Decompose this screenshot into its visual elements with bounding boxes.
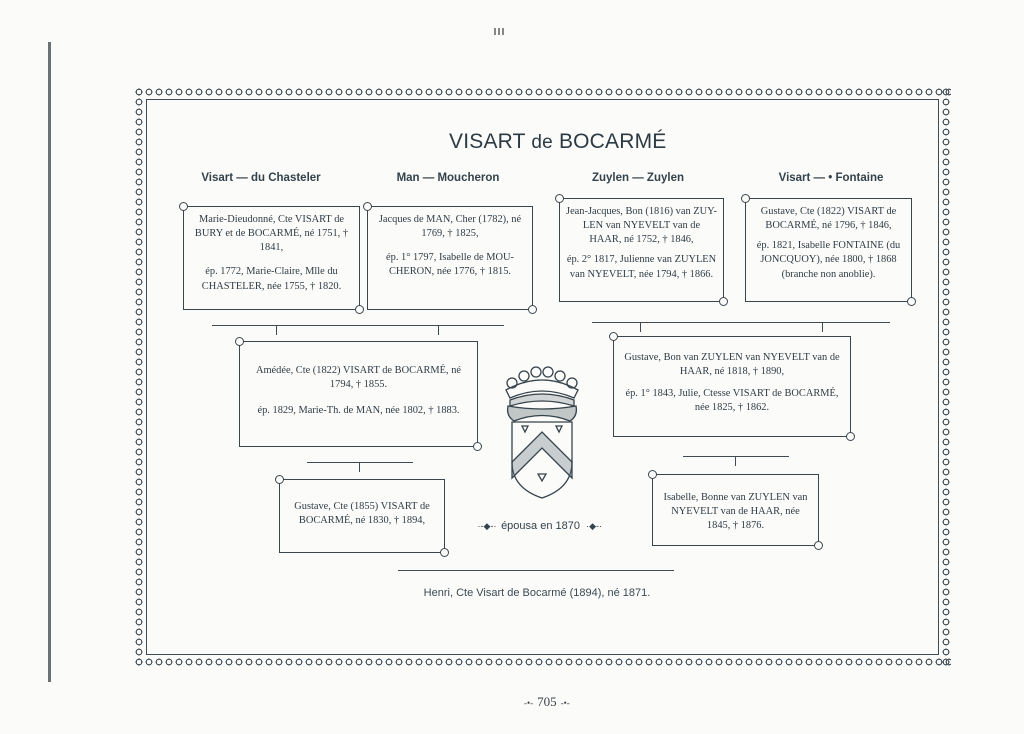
marriage-note bbox=[476, 520, 605, 532]
coat-of-arms-icon bbox=[498, 366, 586, 504]
person-box-text: ép. 2° 1817, Julienne van ZUYLEN van NYEVELT, née 1794, † 1866. bbox=[566, 254, 717, 280]
person-box-middle-2 bbox=[613, 336, 851, 437]
person-box-text: ép. 1821, Isabelle FONTAINE (du JONCQUOY), née 1800, † 1868 (branche non anoblie). bbox=[756, 240, 901, 280]
title-end: BOCARMÉ bbox=[558, 130, 667, 153]
person-box-text: Jacques de MAN, Cher (1782), né 1769, † 1825, bbox=[378, 214, 522, 240]
page-title bbox=[449, 130, 667, 154]
page-number bbox=[520, 694, 574, 710]
person-box-top-2 bbox=[367, 206, 533, 310]
person-box-top-1 bbox=[183, 206, 360, 310]
person-box-top-3 bbox=[559, 198, 724, 302]
frame-bottom-border bbox=[134, 657, 951, 667]
person-box-text: Jean-Jacques, Bon (1816) van ZUY-LEN van NYEVELT van de HAAR, né 1752, † 1846, bbox=[566, 206, 717, 246]
lineage-heading-4: Visart — • Fontaine bbox=[778, 172, 884, 184]
person-box-text: Amédée, Cte (1822) VISART de BOCARMÉ, né 1794, † 1855. bbox=[255, 365, 462, 391]
person-box-text: Isabelle, Bonne van ZUYLEN van NYEVELT van de HAAR, née 1845, † 1876. bbox=[663, 492, 808, 532]
frame-right-border bbox=[941, 87, 951, 667]
person-box-top-4 bbox=[745, 198, 912, 302]
lineage-heading-2: Man — Moucheron bbox=[396, 172, 500, 184]
person-box-text: Marie-Dieudonné, Cte VISART de BURY et de BOCARMÉ, né 1751, † 1841, bbox=[194, 214, 349, 254]
connector-bracket-4 bbox=[683, 452, 789, 466]
frame-top-border bbox=[134, 87, 951, 97]
descendant-rule bbox=[398, 568, 674, 574]
connector-bracket-2 bbox=[592, 318, 890, 332]
page-number-value: 705 bbox=[537, 694, 557, 709]
person-box-text: ép. 1829, Marie-Th. de MAN, née 1802, † 1883. bbox=[257, 405, 460, 417]
title-main: VISART bbox=[449, 130, 526, 153]
person-box-text: ép. 1772, Marie-Claire, Mlle du CHASTELER, née 1755, † 1820. bbox=[201, 266, 342, 292]
connector-bracket-3 bbox=[307, 458, 413, 472]
marriage-note-text: épousa en 1870 bbox=[501, 520, 580, 532]
lineage-heading-3: Zuylen — Zuylen bbox=[591, 172, 684, 184]
ornament-icon: -•- bbox=[560, 698, 570, 708]
ornament-icon: ·◆-· bbox=[586, 521, 602, 531]
frame-left-border bbox=[134, 87, 144, 667]
person-box-text: Gustave, Cte (1822) VISART de BOCARMÉ, né 1796, † 1846, bbox=[760, 206, 897, 232]
person-box-bottom-1 bbox=[279, 479, 445, 553]
person-box-bottom-2 bbox=[652, 474, 819, 546]
ornament-icon: -•- bbox=[524, 698, 534, 708]
page-binding-edge bbox=[48, 42, 51, 682]
person-box-text: Gustave, Cte (1855) VISART de BOCARMÉ, né 1830, † 1894, bbox=[294, 501, 430, 527]
person-box-text: ép. 1° 1797, Isabelle de MOU-CHERON, née 1776, † 1815. bbox=[386, 252, 514, 278]
ornament-icon: ·-◆-· bbox=[477, 521, 497, 531]
title-particle: de bbox=[531, 132, 553, 153]
final-descendant: Henri, Cte Visart de Bocarmé (1894), né 1871. bbox=[423, 587, 651, 599]
lineage-heading-1: Visart — du Chasteler bbox=[201, 172, 321, 184]
person-box-text: Gustave, Bon van ZUYLEN van NYEVELT van de HAAR, né 1818, † 1890, bbox=[624, 352, 840, 378]
connector-bracket-1 bbox=[212, 321, 504, 335]
person-box-text: ép. 1° 1843, Julie, Ctesse VISART de BOCARMÉ, née 1825, † 1862. bbox=[625, 388, 839, 414]
printer-mark bbox=[494, 28, 506, 35]
person-box-middle-1 bbox=[239, 341, 478, 447]
